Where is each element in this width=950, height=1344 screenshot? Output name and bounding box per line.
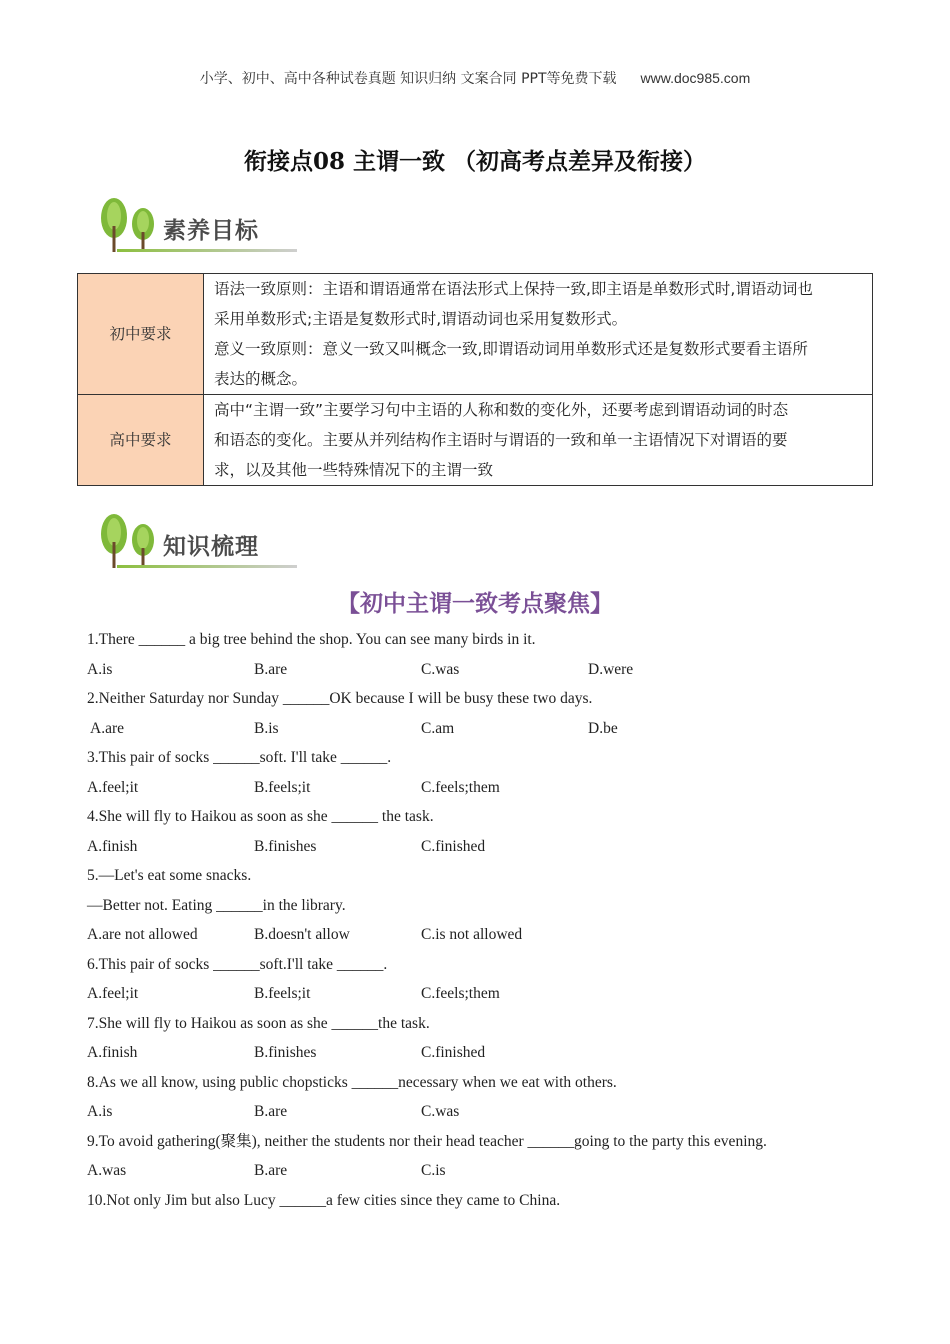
- text-line: 和语态的变化。主要从并列结构作主语时与谓语的一致和单一主语情况下对谓语的要: [214, 431, 788, 449]
- question-text: 7.She will fly to Haikou as soon as she ______the task.: [87, 1014, 430, 1032]
- answer-option: C.finished: [421, 1044, 486, 1061]
- option-row: [87, 773, 887, 803]
- answer-option: A.was: [87, 1162, 127, 1179]
- section-knowledge-heading: [97, 512, 317, 572]
- page-header: [0, 68, 950, 88]
- header-text: 小学、初中、高中各种试卷真题 知识归纳 文案合同 PPT等免费下载: [199, 71, 617, 87]
- question-text: 6.This pair of socks ______soft.I'll take ______.: [87, 955, 388, 973]
- text-line: 采用单数形式;主语是复数形式时,谓语动词也采用复数形式。: [214, 310, 628, 328]
- focus-title: 【初中主谓一致考点聚焦】: [337, 591, 613, 617]
- answer-option: B.finishes: [254, 1044, 317, 1061]
- answer-option: A.are not allowed: [87, 926, 198, 943]
- answer-option: B.feels;it: [254, 778, 311, 796]
- answer-option: B.finishes: [254, 837, 317, 855]
- page-title: 衔接点08 主谓一致 （初高考点差异及衔接）: [243, 148, 707, 175]
- section-knowledge-label: 知识梳理: [163, 534, 259, 560]
- answer-option: B.feels;it: [254, 985, 311, 1002]
- question-text: 3.This pair of socks ______soft. I'll take ______.: [87, 749, 392, 766]
- question-text: 4.She will fly to Haikou as soon as she ______ the task.: [87, 808, 434, 825]
- question-text: 8.As we all know, using public chopsticks ______necessary when we eat with others.: [87, 1073, 617, 1091]
- answer-option: C.is: [421, 1162, 446, 1179]
- answer-option: A.finish: [87, 837, 138, 855]
- answer-option: C.was: [421, 1103, 460, 1120]
- requirements-table: [77, 273, 873, 486]
- question-text: 1.There ______ a big tree behind the shop. You can see many birds in it.: [87, 631, 536, 648]
- answer-option: C.was: [421, 660, 460, 678]
- question-text: 9.To avoid gathering(聚集), neither the students nor their head teacher ______going to the party this evening.: [87, 1132, 767, 1150]
- text-line: 高中“主谓一致”主要学习句中主语的人称和数的变化外，还要考虑到谓语动词的时态: [214, 401, 789, 419]
- option-row: [87, 1156, 887, 1186]
- answer-option: D.be: [588, 719, 618, 737]
- answer-option: C.am: [421, 719, 455, 737]
- tree-icon: [97, 196, 161, 256]
- option-row: [87, 979, 887, 1009]
- answer-option: B.doesn't allow: [254, 926, 350, 943]
- header-site: www.doc985.com: [640, 70, 751, 86]
- answer-option: C.finished: [421, 837, 486, 855]
- text-line: 语法一致原则：主语和谓语通常在语法形式上保持一致,即主语是单数形式时,谓语动词也: [214, 280, 813, 298]
- row-label-junior: 初中要求: [78, 274, 204, 395]
- answer-option: C.feels;them: [421, 778, 500, 796]
- option-row: [87, 1097, 887, 1127]
- option-row: [87, 714, 887, 744]
- option-row: [87, 655, 887, 685]
- answer-option: C.is not allowed: [421, 926, 523, 943]
- option-row: [87, 832, 887, 862]
- section-goals-label: 素养目标: [163, 218, 259, 244]
- answer-option: A.is: [87, 660, 113, 678]
- answer-option: D.were: [588, 660, 634, 678]
- answer-option: A.feel;it: [87, 985, 139, 1002]
- answer-option: B.are: [254, 1162, 288, 1179]
- option-row: [87, 920, 887, 950]
- text-line: 求，以及其他一些特殊情况下的主谓一致: [214, 461, 494, 479]
- text-line: 意义一致原则：意义一致又叫概念一致,即谓语动词用单数形式还是复数形式要看主语所: [214, 340, 808, 358]
- text-line: 表达的概念。: [214, 370, 308, 388]
- option-row: [87, 1038, 887, 1068]
- answer-option: A.finish: [87, 1044, 138, 1061]
- question-text: —Better not. Eating ______in the library.: [87, 896, 346, 914]
- answer-option: A.are: [87, 719, 125, 737]
- answer-option: B.is: [254, 719, 279, 737]
- row-text-junior: [204, 274, 873, 395]
- section-goals-heading: [97, 196, 317, 256]
- answer-option: A.is: [87, 1103, 113, 1120]
- row-text-senior: [204, 395, 873, 486]
- table-row: [78, 274, 873, 395]
- answer-option: A.feel;it: [87, 778, 139, 796]
- answer-option: C.feels;them: [421, 985, 500, 1002]
- table-row: [78, 395, 873, 486]
- answer-option: B.are: [254, 660, 288, 678]
- question-list: [87, 625, 887, 1215]
- section-divider: [117, 565, 297, 568]
- row-label-senior: 高中要求: [78, 395, 204, 486]
- question-text: 5.—Let's eat some snacks.: [87, 867, 252, 884]
- tree-icon: [97, 512, 161, 572]
- question-text: 2.Neither Saturday nor Sunday ______OK because I will be busy these two days.: [87, 690, 593, 707]
- section-divider: [117, 249, 297, 252]
- question-text: 10.Not only Jim but also Lucy ______a few cities since they came to China.: [87, 1191, 561, 1209]
- answer-option: B.are: [254, 1103, 288, 1120]
